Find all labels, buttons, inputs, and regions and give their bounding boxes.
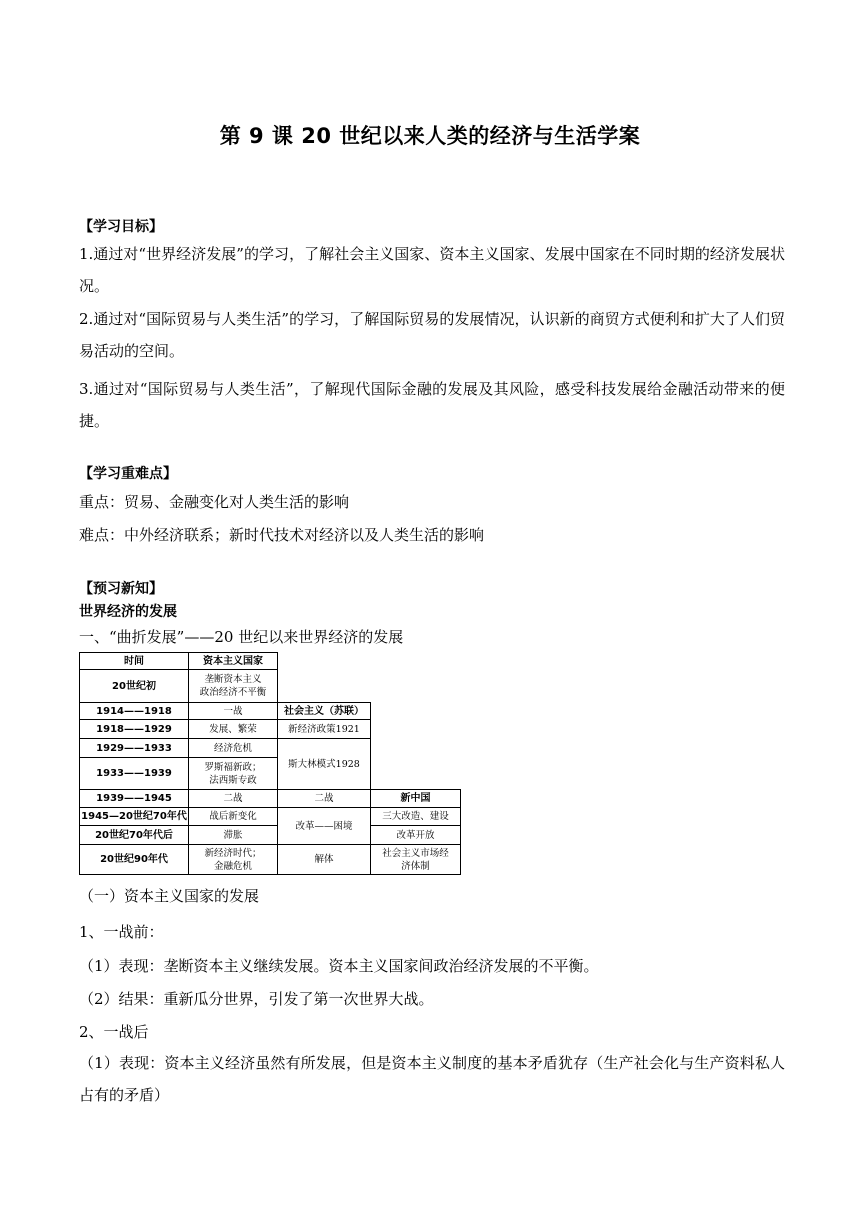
objectives-heading: 【学习目标】: [79, 219, 163, 235]
table-cell-time: 1933——1939: [79, 757, 189, 790]
focus-text: 重点：贸易、金融变化对人类生活的影响: [79, 493, 350, 511]
difficulty-text: 难点：中外经济联系；新时代技术对经济以及人类生活的影响: [79, 526, 485, 544]
table-cell-newchina: 社会主义市场经济体制: [370, 844, 461, 875]
table-cell-time: 20世纪初: [79, 669, 189, 703]
keypoints-heading: 【学习重难点】: [79, 466, 177, 482]
objective-item-2: 2.通过对“国际贸易与人类生活”的学习，了解国际贸易的发展情况，认识新的商贸方式便利和扩大了人们贸易活动的空间。: [79, 310, 785, 360]
pre-ww1-heading: 1、一战前：: [79, 923, 164, 941]
post-ww1-item-1: （1）表现：资本主义经济虽然有所发展，但是资本主义制度的基本矛盾犹存（生产社会化与生产资料私人占有的矛盾）: [79, 1054, 785, 1104]
table-cell-capitalism: 滞胀: [188, 825, 278, 845]
table-cell-capitalism: 发展、繁荣: [188, 719, 278, 739]
objective-item-3: 3.通过对“国际贸易与人类生活”，了解现代国际金融的发展及其风险，感受科技发展给金融活动带来的便捷。: [79, 380, 785, 430]
table-cell-capitalism: 战后新变化: [188, 807, 278, 826]
section-one-title: 一、“曲折发展”——20 世纪以来世界经济的发展: [79, 628, 404, 646]
table-cell-capitalism: 罗斯福新政； 法西斯专政: [188, 757, 278, 790]
table-cell-time: 1929——1933: [79, 738, 189, 758]
table-cell-capitalism: 新经济时代； 金融危机: [188, 844, 278, 875]
page-title: 第 9 课 20 世纪以来人类的经济与生活学案: [219, 124, 641, 148]
table-cell-time: 1945—20世纪70年代: [79, 807, 189, 826]
table-cell-newchina: 改革开放: [370, 825, 461, 845]
table-header-newchina: 新中国: [370, 789, 461, 808]
table-cell-time: 1939——1945: [79, 789, 189, 808]
table-cell-socialism: 新经济政策1921: [277, 719, 371, 739]
post-ww1-heading: 2、一战后: [79, 1023, 149, 1041]
pre-ww1-item-2: （2）结果：重新瓜分世界，引发了第一次世界大战。: [79, 990, 434, 1008]
table-header-capitalism: 资本主义国家: [188, 652, 278, 670]
table-cell-capitalism: 一战: [188, 702, 278, 720]
objective-item-1: 1.通过对“世界经济发展”的学习，了解社会主义国家、资本主义国家、发展中国家在不同时期的经济发展状况。: [79, 245, 785, 295]
table-cell-newchina: 三大改造、建设: [370, 807, 461, 826]
table-cell-time: 1914——1918: [79, 702, 189, 720]
table-cell-socialism: 斯大林模式1928: [277, 738, 371, 790]
table-cell-socialism: 解体: [277, 844, 371, 875]
table-cell-socialism: 改革——困境: [277, 807, 371, 845]
table-cell-time: 1918——1929: [79, 719, 189, 739]
subsection-capitalism: （一）资本主义国家的发展: [79, 887, 260, 905]
preview-subheading: 世界经济的发展: [79, 604, 177, 620]
table-cell-socialism: 二战: [277, 789, 371, 808]
table-header-socialism: 社会主义（苏联）: [277, 702, 371, 720]
table-cell-capitalism: 垄断资本主义 政治经济不平衡: [188, 669, 278, 703]
table-cell-capitalism: 经济危机: [188, 738, 278, 758]
table-cell-time: 20世纪70年代后: [79, 825, 189, 845]
pre-ww1-item-1: （1）表现：垄断资本主义继续发展。资本主义国家间政治经济发展的不平衡。: [79, 957, 599, 975]
table-cell-time: 20世纪90年代: [79, 844, 189, 875]
table-header-time: 时间: [79, 652, 189, 670]
table-cell-capitalism: 二战: [188, 789, 278, 808]
preview-heading: 【预习新知】: [79, 581, 163, 597]
